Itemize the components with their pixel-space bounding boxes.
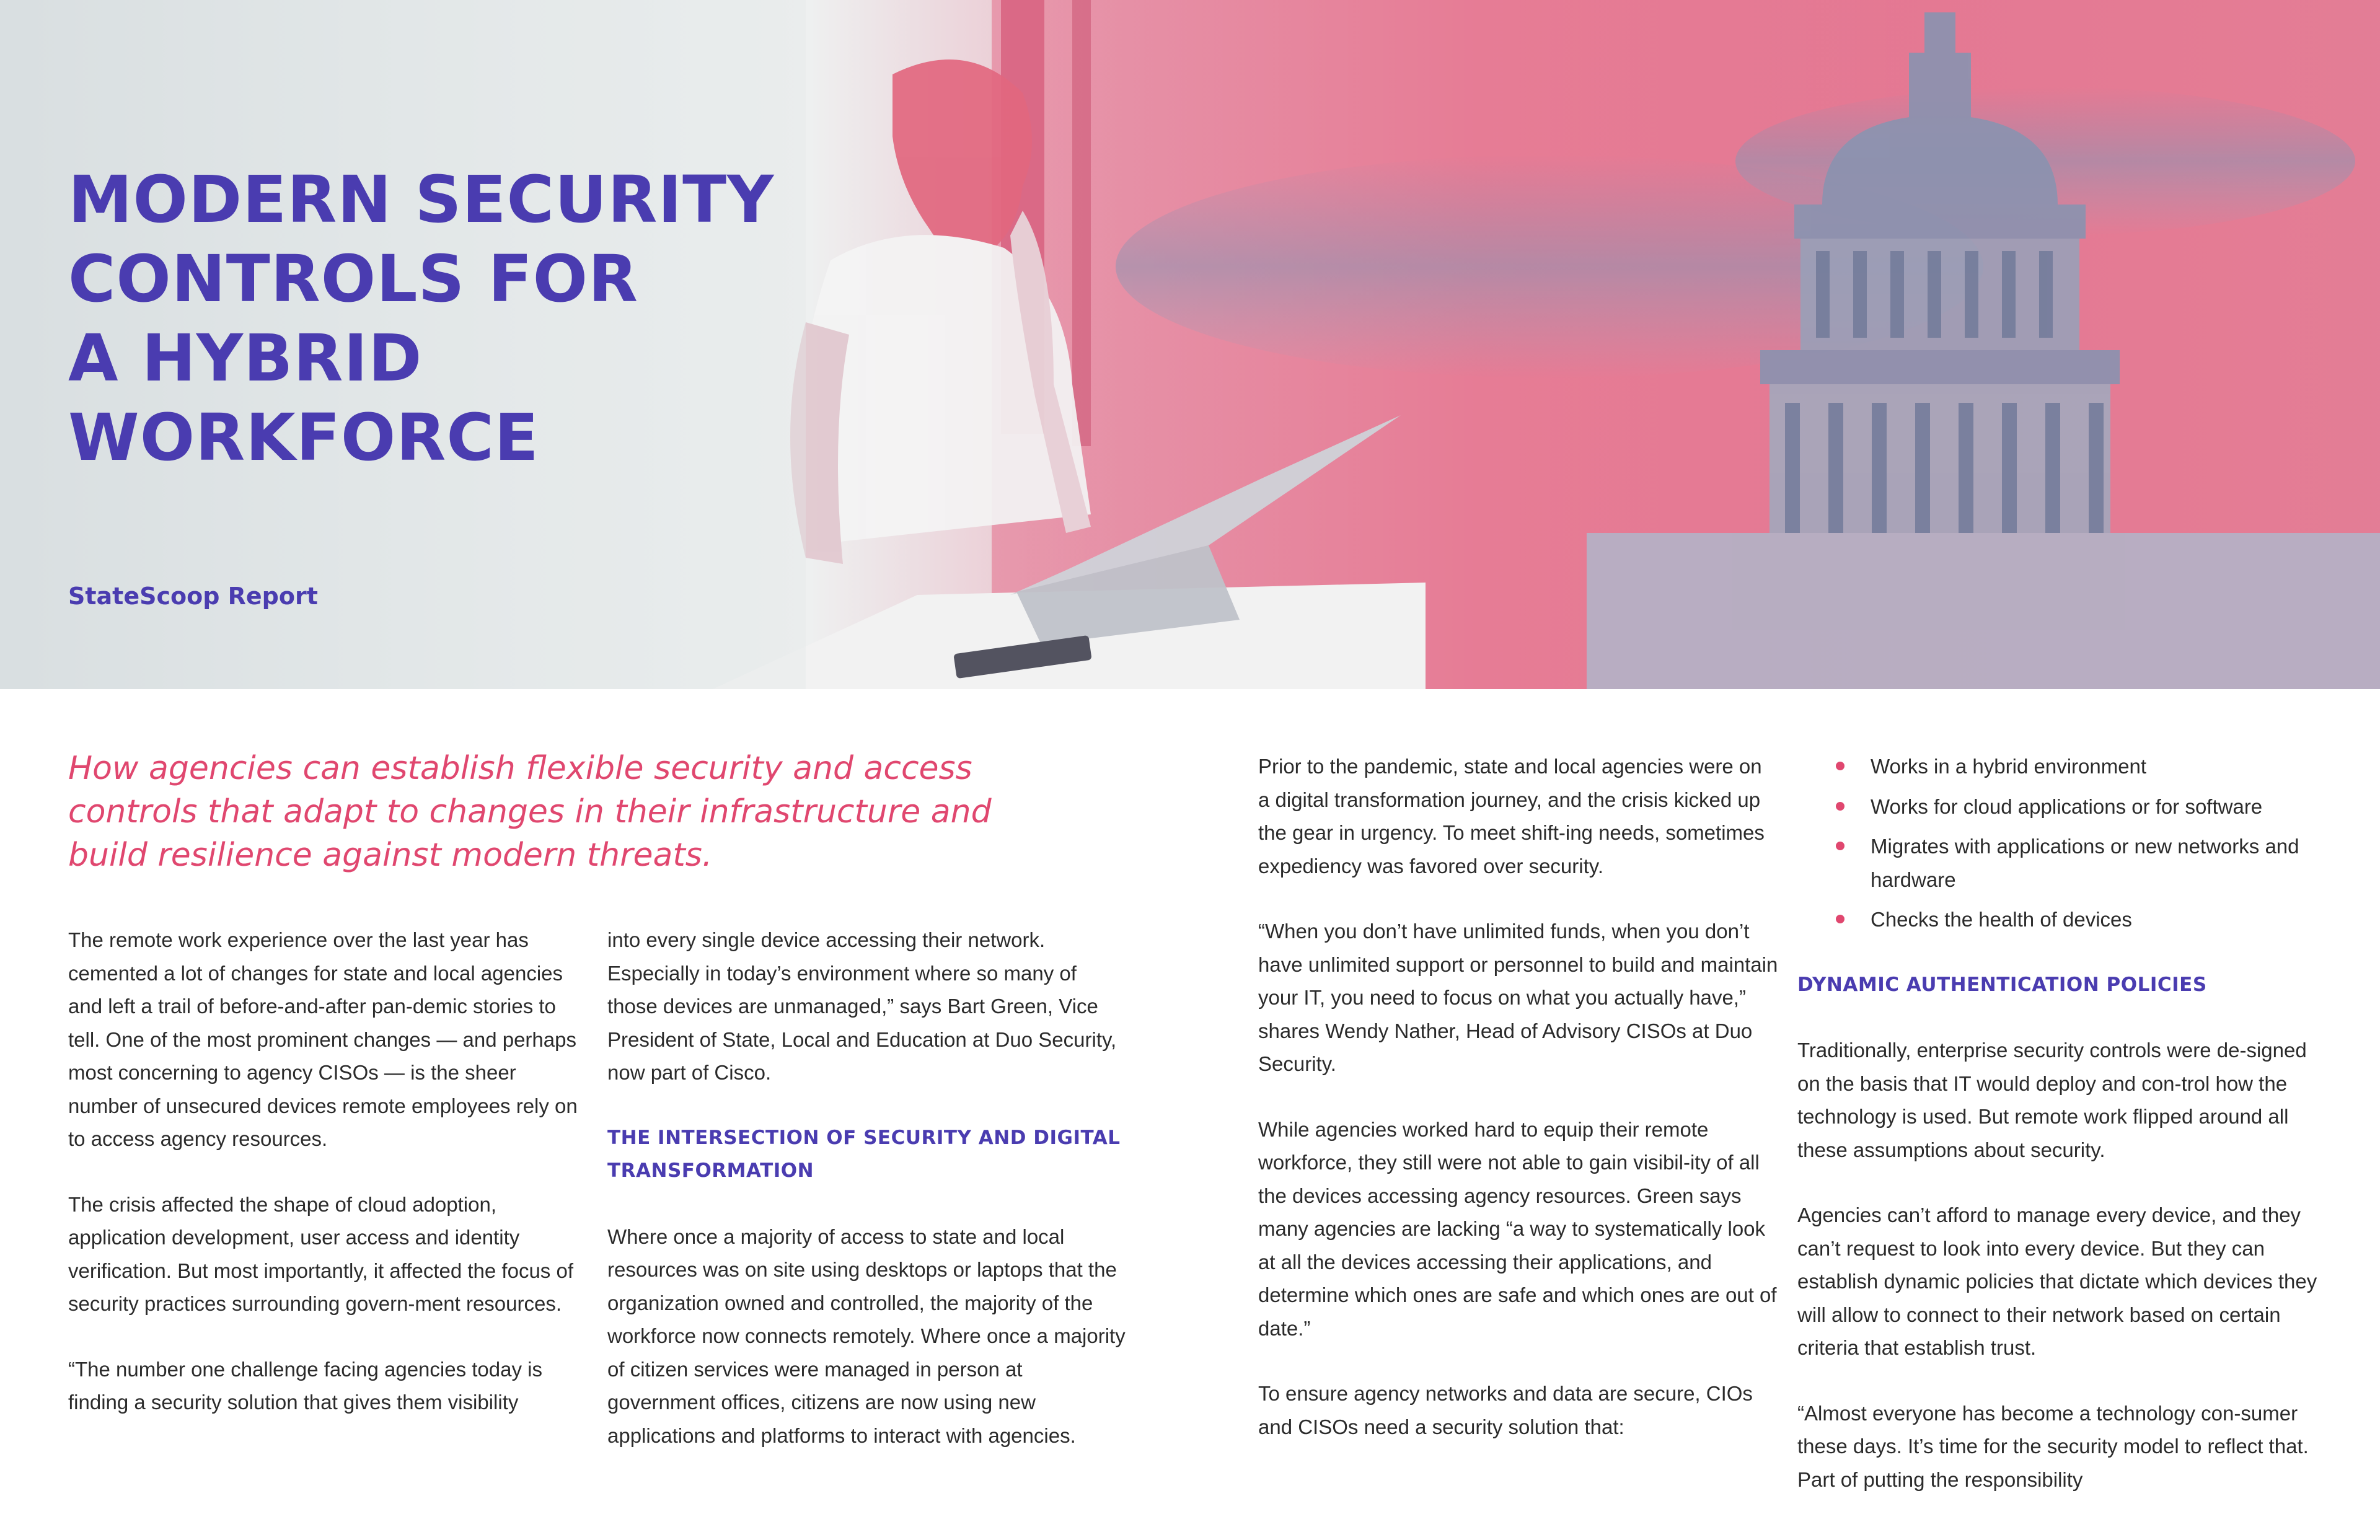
paragraph: Agencies can’t afford to manage every device, and they can’t request to look into every device. But they can establish dynamic policies that dictate which devices they will allow to connect to their network based on certain criteria that establish trust. [1797, 1203, 2317, 1359]
paragraph: “When you don’t have unlimited funds, when you don’t have unlimited support or personnel to build and maintain your IT, you need to focus on what you actually have,” shares Wendy Nather, Head of Advisory CISOs at Duo Security. [1258, 920, 1778, 1075]
title-line: A HYBRID [68, 320, 423, 396]
paragraph: Where once a majority of access to state and local resources was on site using desktops or laptops that the organization owned and controlled, the majority of the workforce now connects remotely. Where once a majority of citizen services were managed in person at government offices, citizens are now using new applications and platforms to interact with agencies. [607, 1225, 1126, 1447]
bullet-icon [1836, 762, 1844, 770]
paragraph: into every single device accessing their network. Especially in today’s environment where so many of those devices are unmanaged,” says Bart Green, Vice President of State, Local and Education at Duo Security, now part of Cisco. [607, 928, 1117, 1084]
publication-brand: StateScoop Report [68, 583, 318, 610]
title-line: MODERN SECURITY [68, 162, 775, 237]
section-heading: DYNAMIC AUTHENTICATION POLICIES [1797, 973, 2207, 996]
paragraph: The remote work experience over the last year has cemented a lot of changes for state and local agencies and left a trail of before-and-after pan-demic stories to tell. One of the most prominent changes — and perhaps most concerning to agency CISOs — is the sheer number of unsecured devices remote employees rely on to access agency resources. [68, 928, 578, 1150]
requirements-list [1797, 750, 2318, 936]
article-deck: How agencies can establish flexible security and access controls that adapt to changes in their infrastructure and build resilience against modern threats. [68, 750, 992, 874]
title-line: WORKFORCE [68, 400, 539, 475]
paragraph: “The number one challenge facing agencies today is finding a security solution that gives them visibility [68, 1357, 542, 1414]
bullet-icon [1836, 842, 1844, 850]
list-item-text: Works in a hybrid environment [1871, 755, 2147, 778]
list-item [1797, 903, 2318, 936]
article-column-4 [1797, 750, 2318, 1528]
bullet-icon [1836, 915, 1844, 923]
list-item-text: Works for cloud applications or for software [1871, 794, 2263, 818]
article-column-1 [68, 923, 589, 1451]
hero-banner [0, 0, 2380, 689]
list-item [1797, 750, 2318, 783]
article-column-3 [1258, 750, 1779, 1476]
title-line: CONTROLS FOR [68, 241, 639, 317]
list-item-text: Migrates with applications or new networks and hardware [1871, 835, 2299, 891]
paragraph: “Almost everyone has become a technology con-sumer these days. It’s time for the security model to reflect that. Part of putting the responsibility [1797, 1401, 2309, 1491]
list-item-text: Checks the health of devices [1871, 908, 2132, 931]
paragraph: Traditionally, enterprise security controls were de-signed on the basis that IT would deploy and con-trol how the technology is used. But remote work flipped around all these assumptions about security. [1797, 1039, 2307, 1161]
paragraph: To ensure agency networks and data are secure, CIOs and CISOs need a security solution that: [1258, 1382, 1753, 1438]
page-title [68, 160, 774, 477]
paragraph: Prior to the pandemic, state and local agencies were on a digital transformation journey, and the crisis kicked up the gear in urgency. To meet shift-ing needs, sometimes expediency was favored over security. [1258, 755, 1765, 878]
article-column-2 [607, 923, 1128, 1484]
paragraph: While agencies worked hard to equip their remote workforce, they still were not able to gain visibil-ity of all the devices accessing agency resources. Green says many agencies are lacking “a way to systematically look at all the devices accessing their applications, and determine which ones are safe and which ones are out of date.” [1258, 1117, 1777, 1340]
paragraph: The crisis affected the shape of cloud adoption, application development, user access and identity verification. But most importantly, it affected the focus of security practices surrounding govern-ment resources. [68, 1192, 573, 1315]
list-item [1797, 830, 2318, 896]
section-heading: THE INTERSECTION OF SECURITY AND DIGITAL TRANSFORMATION [607, 1126, 1121, 1182]
bullet-icon [1836, 802, 1844, 811]
list-item [1797, 790, 2318, 824]
